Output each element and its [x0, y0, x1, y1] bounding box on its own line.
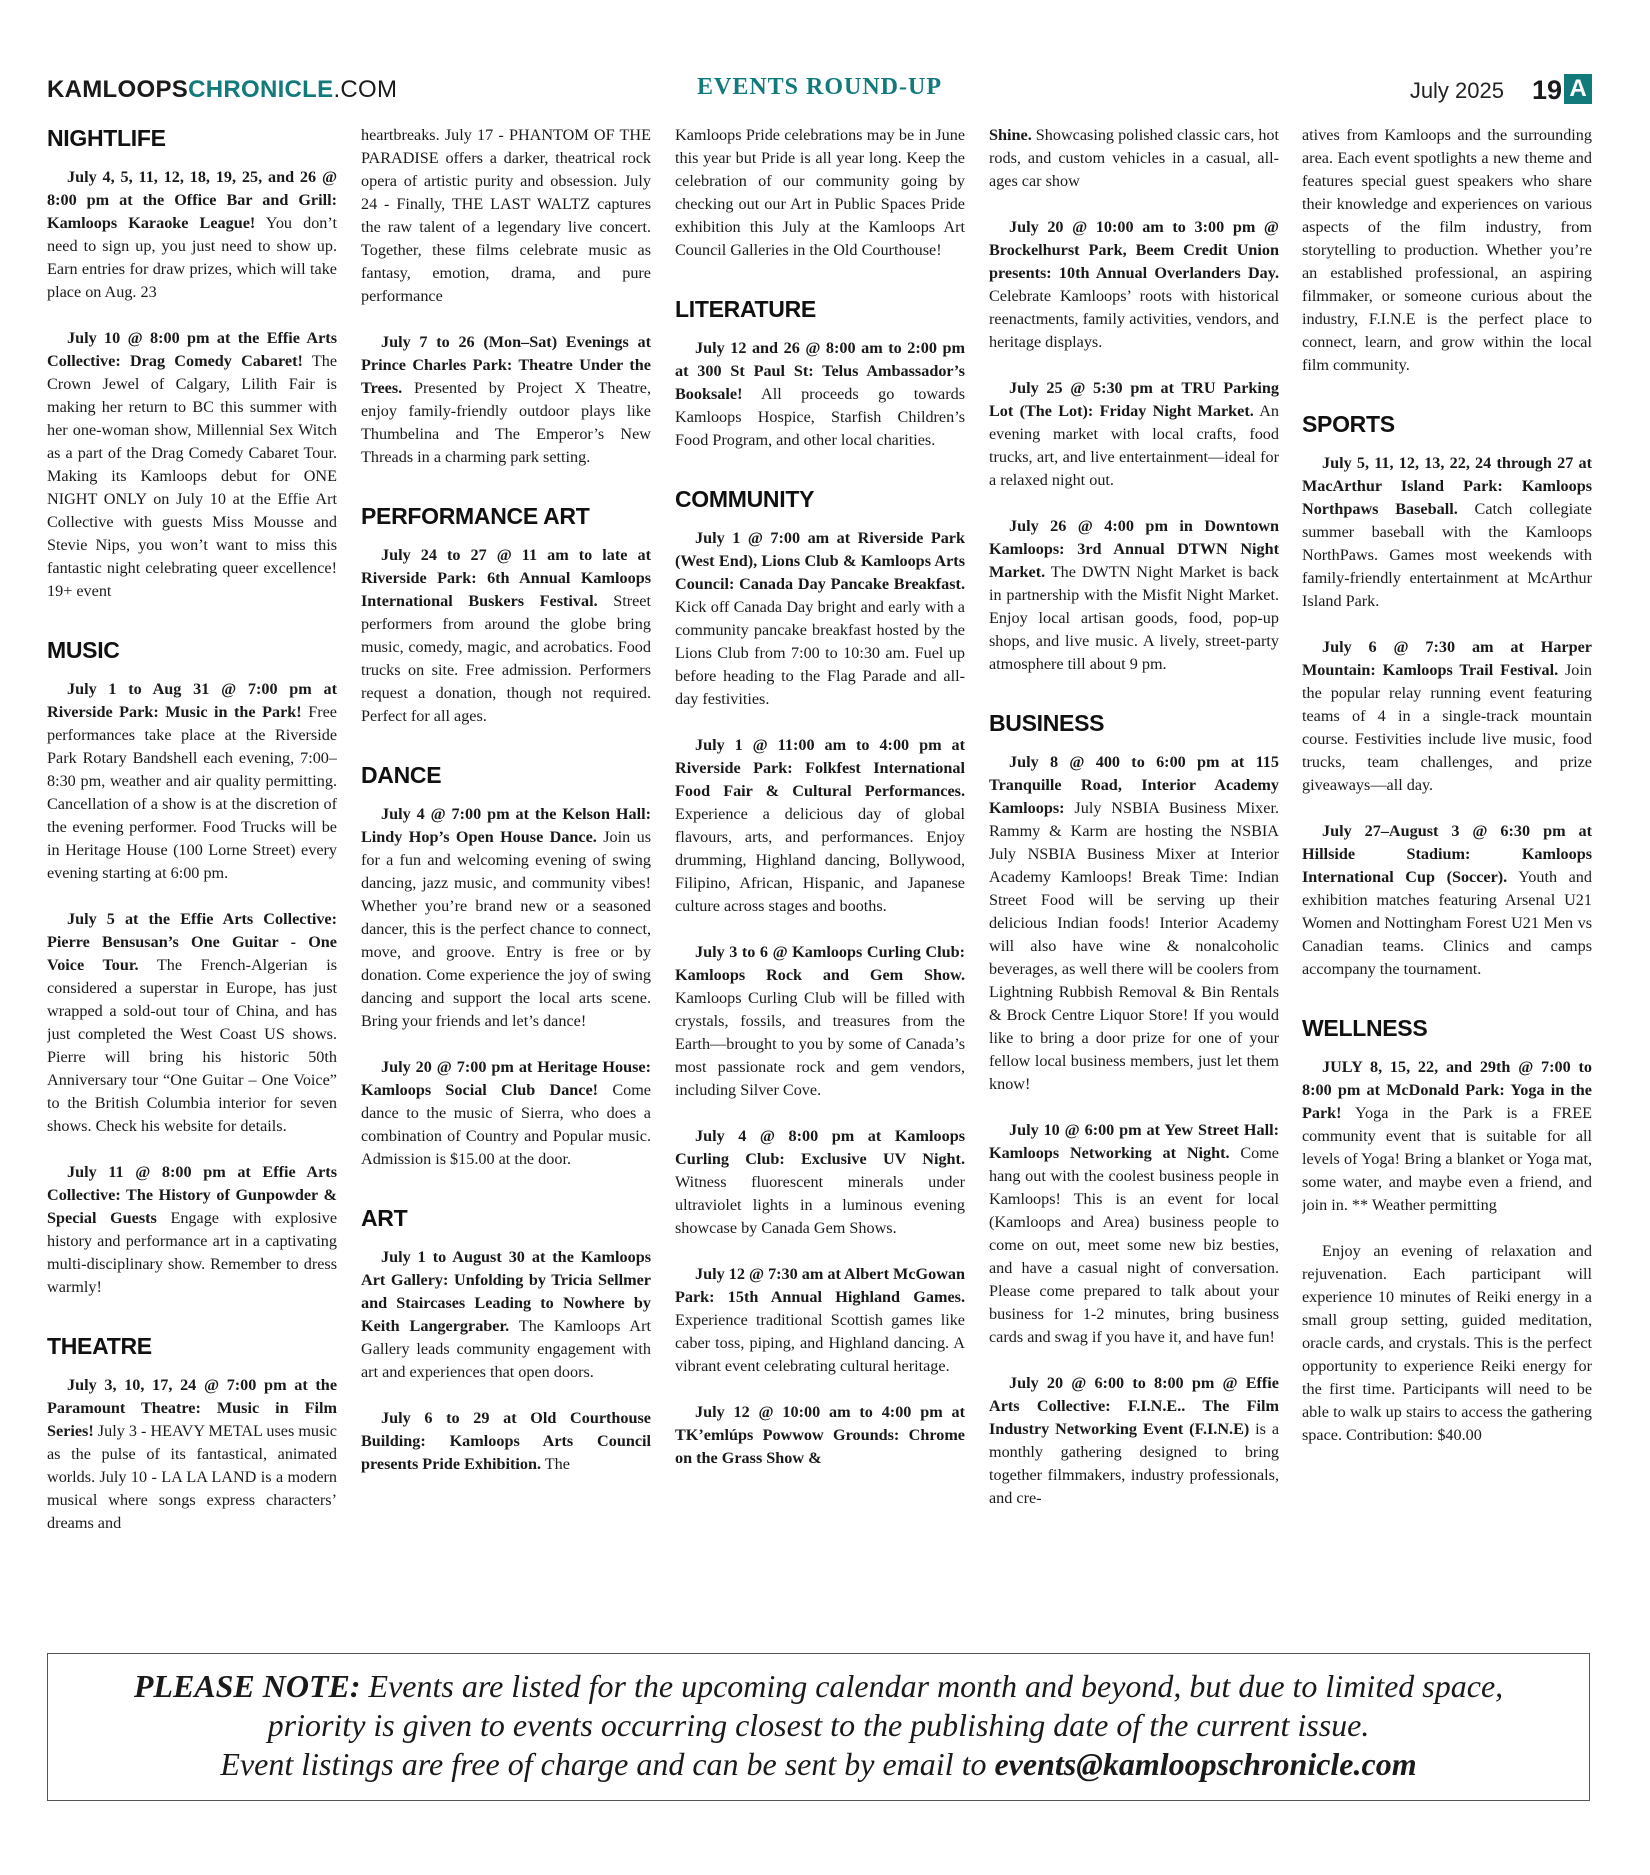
event-item	[361, 1407, 651, 1476]
section-title: EVENTS ROUND-UP	[696, 74, 942, 100]
event-title: July 1 @ 7:00 am at Riverside Park (West End), Lions Club & Kamloops Arts Council: Canada Day Pancake Breakfast.	[675, 529, 965, 593]
event-body: The Crown Jewel of Calgary, Lilith Fair is making her return to BC this summer with her one-woman show, Millennial Sex Witch as a part of the Drag Comedy Cabaret Tour. Making its Kamloops debut for ONE NIGHT ONLY on July 10 at the Effie Art Collective with guests Miss Mousse and Stevie Nips, you won’t want to miss this fantastic night celebrating queer excellence! 19+ event	[47, 352, 337, 600]
note-text: Events are listed for the upcoming calendar month and beyond, but due to limited space,	[360, 1668, 1504, 1704]
event-body: Experience a delicious day of global flavours, arts, and performances. Enjoy drumming, Highland dancing, Bollywood, Filipino, African, Hispanic, and Japanese culture across stages and booths.	[675, 805, 965, 915]
brand-part-kamloops: KAMLOOPS	[47, 76, 189, 103]
event-title: July 5, 11, 12, 13, 22, 24 through 27 at MacArthur Island Park: Kamloops Northpaws Baseball.	[1302, 454, 1592, 518]
heading-music: MUSIC	[47, 637, 120, 663]
event-item	[47, 678, 337, 885]
event-title: July 24 to 27 @ 11 am to late at Riverside Park: 6th Annual Kamloops International Buskers Festival.	[361, 546, 651, 610]
event-item	[989, 751, 1279, 1096]
event-item	[989, 1119, 1279, 1349]
event-item	[361, 1056, 651, 1171]
note-line-3	[48, 1745, 1589, 1784]
event-body: July 3 - HEAVY METAL uses music as the pulse of its fantastical, animated worlds. July 10 - LA LA LAND is a modern musical where songs express characters’ dreams and	[47, 1422, 337, 1532]
event-item	[47, 908, 337, 1138]
event-title: July 4 @ 7:00 pm at the Kelson Hall: Lindy Hop’s Open House Dance.	[361, 805, 651, 846]
event-title: July 20 @ 6:00 to 8:00 pm @ Effie Arts Collective: F.I.N.E.. The Film Industry Networking Event (F.I.N.E)	[989, 1374, 1279, 1438]
masthead	[47, 74, 1592, 104]
event-item	[361, 1246, 651, 1384]
event-title: July 10 @ 8:00 pm at the Effie Arts Collective: Drag Comedy Cabaret!	[47, 329, 337, 370]
event-title: July 26 @ 4:00 pm in Downtown Kamloops: 3rd Annual DTWN Night Market.	[989, 517, 1279, 581]
event-body: An evening market with local crafts, food trucks, art, and live entertainment—ideal for a relaxed night out.	[989, 402, 1279, 489]
column-1	[47, 124, 337, 1614]
event-item	[47, 166, 337, 304]
event-body: Free performances take place at the Riverside Park Rotary Bandshell each evening, 7:00–8:30 pm, weather and air quality permitting. Cancellation of a show is at the discretion of the evening performer. Food Trucks will be in Heritage House (100 Lorne Street) every evening starting at 6:00 pm.	[47, 703, 337, 882]
event-title: July 27–August 3 @ 6:30 pm at Hillside Stadium: Kamloops International Cup (Soccer).	[1302, 822, 1592, 886]
event-item	[1302, 636, 1592, 797]
event-title: July 12 and 26 @ 8:00 am to 2:00 pm at 300 St Paul St: Telus Ambassador’s Booksale!	[675, 339, 965, 403]
event-title: July 12 @ 7:30 am at Albert McGowan Park: 15th Annual Highland Games.	[675, 1265, 965, 1306]
event-title: July 20 @ 7:00 pm at Heritage House: Kamloops Social Club Dance!	[361, 1058, 651, 1099]
event-body: Engage with explosive history and performance art in a captivating multi-disciplinary show. Remember to dress warmly!	[47, 1209, 337, 1296]
event-title: July 1 to August 30 at the Kamloops Art Gallery: Unfolding by Tricia Sellmer and Staircases Leading to Nowhere by Keith Langergraber.	[361, 1248, 651, 1335]
event-item	[47, 327, 337, 603]
note-line-1	[48, 1667, 1589, 1706]
column-3	[675, 124, 965, 1614]
continued-text: atives from Kamloops and the surrounding area. Each event spotlights a new theme and features special guest speakers who share their knowledge and experiences on various aspects of the film industry, from storytelling to production. Whether you’re an established professional, an aspiring filmmaker, or someone curious about the industry, F.I.N.E is the perfect place to connect, learn, and grow within the local film community.	[1302, 126, 1592, 374]
event-body: is a monthly gathering designed to bring together filmmakers, industry professionals, and cre-	[989, 1420, 1279, 1507]
note-label: PLEASE NOTE:	[133, 1668, 361, 1704]
column-2	[361, 124, 651, 1614]
page-number: 19	[1531, 75, 1562, 105]
event-title: July 4, 5, 11, 12, 18, 19, 25, and 26 @ 8:00 pm at the Office Bar and Grill: Kamloops Karaoke League!	[47, 168, 337, 232]
event-item	[675, 1125, 965, 1240]
event-body: Join us for a fun and welcoming evening of swing dancing, jazz music, and community vibes! Whether you’re brand new or a seasoned dancer, this is the perfect chance to connect, move, and groove. Entry is free or by donation. Come experience the joy of swing dancing and support the local arts scene. Bring your friends and let’s dance!	[361, 828, 651, 1030]
event-title: July 3, 10, 17, 24 @ 7:00 pm at the Paramount Theatre: Music in Film Series!	[47, 1376, 337, 1440]
event-body: Witness fluorescent minerals under ultraviolet lights in a luminous evening showcase by Canada Gem Shows.	[675, 1173, 965, 1237]
heading-literature: LITERATURE	[675, 296, 816, 322]
event-body: The	[541, 1455, 570, 1473]
event-title: July 11 @ 8:00 pm at Effie Arts Collective: The History of Gunpowder & Special Guests	[47, 1163, 337, 1227]
event-body: The Kamloops Art Gallery leads community engagement with art and experiences that open doors.	[361, 1317, 651, 1381]
event-title: July 4 @ 8:00 pm at Kamloops Curling Club: Exclusive UV Night.	[675, 1127, 965, 1168]
event-item	[1302, 452, 1592, 613]
event-title: JULY 8, 15, 22, and 29th @ 7:00 to 8:00 pm at McDonald Park: Yoga in the Park!	[1302, 1058, 1592, 1122]
brand-part-chronicle: CHRONICLE	[188, 76, 334, 103]
heading-performance-art: PERFORMANCE ART	[361, 503, 590, 529]
event-body: Yoga in the Park is a FREE community event that is suitable for all levels of Yoga! Bring a blanket or Yoga mat, some water, and maybe even a friend, and join in. ** Weather permitting	[1302, 1104, 1592, 1214]
event-body: Street performers from around the globe bring music, comedy, magic, and acrobatics. Food trucks on site. Free admission. Performers request a donation, though not required. Perfect for all ages.	[361, 592, 651, 725]
events-columns	[47, 124, 1592, 1614]
event-title: July 12 @ 10:00 am to 4:00 pm at TK’emlúps Powwow Grounds: Chrome on the Grass Show &	[675, 1403, 965, 1467]
event-body: Join the popular relay running event featuring teams of 4 in a single-track mountain course. Festivities include live music, food trucks, team challenges, and prize giveaways—all day.	[1302, 661, 1592, 794]
event-body: Experience traditional Scottish games like caber toss, piping, and Highland dancing. A vibrant event celebrating cultural heritage.	[675, 1311, 965, 1375]
event-item	[675, 941, 965, 1102]
event-body: The DWTN Night Market is back in partnership with the Misfit Night Market. Enjoy local artisan goods, food, pop-up shops, and live music. A lively, street-party atmosphere till about 9 pm.	[989, 563, 1279, 673]
event-body: Celebrate Kamloops’ roots with historical reenactments, family activities, vendors, and heritage displays.	[989, 287, 1279, 351]
event-body: Kick off Canada Day bright and early with a community pancake breakfast hosted by the Lions Club from 7:00 to 10:30 am. Fuel up before heading to the Flag Parade and all-day festivities.	[675, 598, 965, 708]
event-item	[989, 216, 1279, 354]
event-item	[675, 527, 965, 711]
column-4	[989, 124, 1279, 1614]
continued-text: heartbreaks. July 17 - PHANTOM OF THE PARADISE offers a darker, theatrical rock opera of artistic purity and obsession. July 24 - Finally, THE LAST WALTZ captures the raw talent of a legendary live concert. Together, these films celebrate music as fantasy, emotion, drama, and pure performance	[361, 126, 651, 305]
event-title: July 5 at the Effie Arts Collective: Pierre Bensusan’s One Guitar - One Voice Tour.	[47, 910, 337, 974]
event-body: Catch collegiate summer baseball with the Kamloops NorthPaws. Games most weekends with family-friendly entertainment at McArthur Island Park.	[1302, 500, 1592, 610]
event-title: July 7 to 26 (Mon–Sat) Evenings at Prince Charles Park: Theatre Under the Trees.	[361, 333, 651, 397]
event-item	[361, 331, 651, 469]
heading-sports: SPORTS	[1302, 411, 1395, 437]
event-title: July 25 @ 5:30 pm at TRU Parking Lot (The Lot): Friday Night Market.	[989, 379, 1279, 420]
event-item	[675, 1401, 965, 1470]
event-item	[989, 377, 1279, 492]
event-body: July NSBIA Business Mixer. Rammy & Karm are hosting the NSBIA July NSBIA Business Mixer at Interior Academy Kamloops! Break Time: Indian Street Food will be serving up their delicious Indian foods! Interior Academy will also have wine & nonalcoholic beverages, as well there will be coolers from Lightning Rubbish Removal & Bin Rentals & Brock Centre Liquor Store! If you would like to bring a door prize for one of your fellow local business members, just let them know!	[989, 799, 1279, 1093]
event-item	[675, 1263, 965, 1378]
event-title: July 6 to 29 at Old Courthouse Building: Kamloops Arts Council presents Pride Exhibition.	[361, 1409, 651, 1473]
event-body: Youth and exhibition matches featuring Arsenal U21 Women and Nottingham Forest U21 Men vs Canadian teams. Clinics and camps accompany the tournament.	[1302, 868, 1592, 978]
event-body: You don’t need to sign up, you just need to show up. Earn entries for draw prizes, which will take place on Aug. 23	[47, 214, 337, 301]
event-title: July 8 @ 400 to 6:00 pm at 115 Tranquille Road, Interior Academy Kamloops:	[989, 753, 1279, 817]
note-line-2: priority is given to events occurring closest to the publishing date of the current issue.	[267, 1707, 1370, 1743]
event-body: Come hang out with the coolest business people in Kamloops! This is an event for local (Kamloops and Area) business people to come on out, meet some new biz besties, and have a casual night of conversation. Please come prepared to talk about your business for 1-2 minutes, bring business cards and swag if you have it, and have fun!	[989, 1144, 1279, 1346]
event-item	[1302, 820, 1592, 981]
event-item	[989, 515, 1279, 676]
brand-part-domain: .COM	[333, 76, 398, 103]
note-text: Event listings are free of charge and can be sent by email to	[220, 1746, 995, 1782]
event-body: Come dance to the music of Sierra, who does a combination of Country and Popular music. Admission is $15.00 at the door.	[361, 1081, 651, 1168]
event-item	[675, 337, 965, 452]
heading-business: BUSINESS	[989, 710, 1105, 736]
continued-text: Kamloops Pride celebrations may be in June this year but Pride is all year long. Keep the celebration of our community going by checking out our Art in Public Spaces Pride exhibition this July at the Kamloops Art Council Galleries in the Old Courthouse!	[675, 126, 965, 259]
email-link[interactable]: events@kamloopschronicle.com	[994, 1746, 1417, 1782]
please-note-box	[47, 1653, 1590, 1801]
event-body: Showcasing polished classic cars, hot rods, and custom vehicles in a casual, all-ages car show	[989, 126, 1279, 190]
event-body: Presented by Project X Theatre, enjoy family-friendly outdoor plays like Thumbelina and The Emperor’s New Threads in a charming park setting.	[361, 379, 651, 466]
event-item	[361, 544, 651, 728]
heading-theatre: THEATRE	[47, 1333, 152, 1359]
event-item	[361, 803, 651, 1033]
heading-dance: DANCE	[361, 762, 442, 788]
column-5	[1302, 124, 1592, 1614]
event-body: The French-Algerian is considered a superstar in Europe, has just wrapped a sold-out tour of China, and has just completed the West Coast US shows. Pierre will bring his historic 50th Anniversary tour “One Guitar – One Voice” to the British Columbia interior for seven shows. Check his website for details.	[47, 956, 337, 1135]
event-title: July 10 @ 6:00 pm at Yew Street Hall: Kamloops Networking at Night.	[989, 1121, 1279, 1162]
event-item	[989, 1372, 1279, 1510]
event-item	[47, 1161, 337, 1299]
continued-text	[989, 124, 1279, 193]
event-body: All proceeds go towards Kamloops Hospice, Starfish Children’s Food Program, and other local charities.	[675, 385, 965, 449]
event-item	[1302, 1056, 1592, 1217]
event-title: July 1 to Aug 31 @ 7:00 pm at Riverside Park: Music in the Park!	[47, 680, 337, 721]
heading-community: COMMUNITY	[675, 486, 815, 512]
event-item	[675, 734, 965, 918]
event-title: July 6 @ 7:30 am at Harper Mountain: Kamloops Trail Festival.	[1302, 638, 1592, 679]
event-title: July 3 to 6 @ Kamloops Curling Club: Kamloops Rock and Gem Show.	[675, 943, 965, 984]
heading-nightlife: NIGHTLIFE	[47, 125, 166, 151]
event-title: July 1 @ 11:00 am to 4:00 pm at Riverside Park: Folkfest International Food Fair & Cultural Performances.	[675, 736, 965, 800]
event-item	[47, 1374, 337, 1535]
heading-art: ART	[361, 1205, 408, 1231]
page-section-letter: A	[1564, 74, 1592, 104]
event-body: Kamloops Curling Club will be filled with crystals, fossils, and treasures from the Earth—brought to you by some of Canada’s most passionate rock and gem vendors, including Silver Cove.	[675, 989, 965, 1099]
event-title: July 20 @ 10:00 am to 3:00 pm @ Brockelhurst Park, Beem Credit Union presents: 10th Annual Overlanders Day.	[989, 218, 1279, 282]
issue-date: July 2025	[1409, 78, 1504, 103]
event-item: Enjoy an evening of relaxation and rejuvenation. Each participant will experience 10 minutes of Reiki energy in a small group setting, guided meditation, oracle cards, and crystals. This is the perfect opportunity to experience Reiki energy for the first time. Participants will need to be able to walk up stairs to access the gathering space. Contribution: $40.00	[1302, 1242, 1592, 1444]
event-title: Shine.	[989, 126, 1032, 144]
heading-wellness: WELLNESS	[1302, 1015, 1428, 1041]
